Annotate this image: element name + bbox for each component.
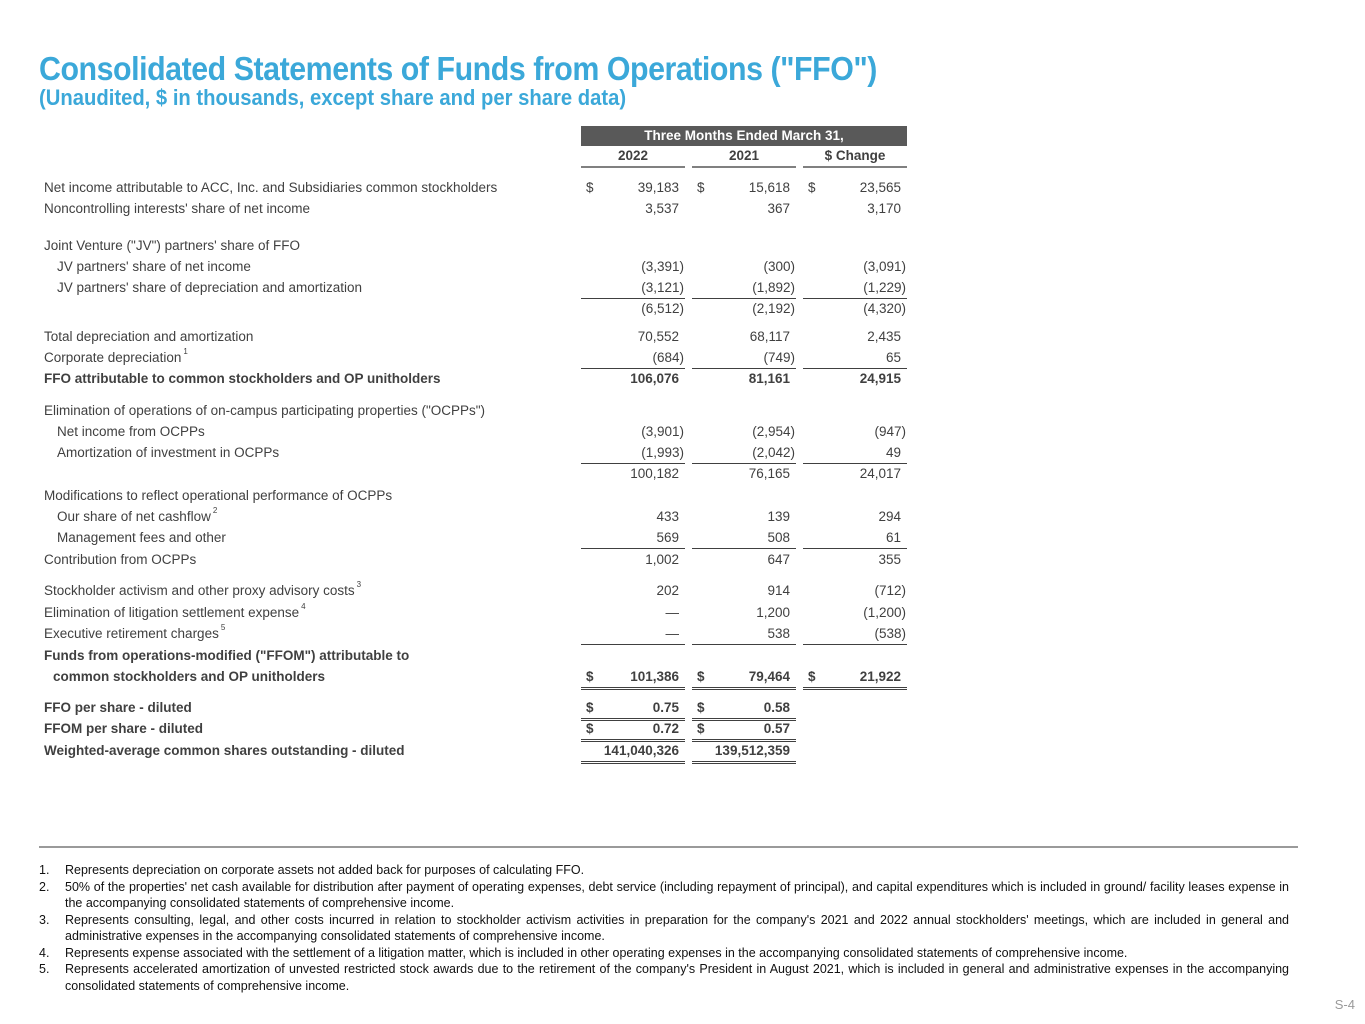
table-row — [0, 277, 1365, 298]
footnote-ref: 5 — [220, 623, 226, 632]
cell-change: 294 — [878, 509, 901, 524]
table-row — [0, 623, 1365, 644]
cell-2022: (3,121) — [641, 280, 684, 295]
page-number: S-4 — [1334, 997, 1355, 1012]
table-row — [0, 718, 1365, 739]
row-label: FFO attributable to common stockholders and OP unitholders — [44, 371, 441, 386]
cell-2021: (2,192) — [752, 301, 795, 316]
row-label: Corporate depreciation $^1$ — [44, 347, 188, 365]
footnote-item: 3. Represents consulting, legal, and other costs incurred in relation to stockholder activism activities in preparation for the company's 2021 and 2022 annual stockholders' meetings, which are included in general and administrative expenses in the accompanying consolidated statements of comprehensive income. — [39, 912, 1289, 943]
column-header-2022: 2022 — [581, 146, 685, 168]
cell-2022: (3,901) — [641, 424, 684, 439]
cell-2022: 100,182 — [630, 466, 679, 481]
footnote-item: 1. Represents depreciation on corporate assets not added back for purposes of calculating FFO. — [39, 863, 585, 877]
cell-2022: (1,993) — [641, 445, 684, 460]
cell-2021: 15,618 — [748, 180, 790, 195]
table-row — [0, 666, 1365, 687]
cell-2022: (684) — [652, 350, 684, 365]
row-label: Management fees and other — [57, 530, 226, 545]
cell-2021: 76,165 — [748, 466, 790, 481]
table-row — [0, 442, 1365, 463]
cell-change: 355 — [878, 552, 901, 567]
row-label: Stockholder activism and other proxy advisory costs $^3$ — [44, 580, 362, 598]
cell-change: (1,200) — [863, 605, 906, 620]
cell-change: 24,017 — [859, 466, 901, 481]
footnote-item: 4. Represents expense associated with the settlement of a litigation matter, which is included in other operating expenses in the accompanying consolidated statements of comprehensive income. — [39, 945, 1128, 960]
dollar-sign: $ — [697, 700, 705, 715]
table-row — [0, 368, 1365, 389]
row-label: Weighted-average common shares outstanding - diluted — [44, 743, 405, 758]
cell-change: (538) — [874, 626, 906, 641]
dollar-sign: $ — [697, 721, 705, 736]
row-label: Contribution from OCPPs — [44, 552, 197, 567]
dollar-sign: $ — [697, 669, 705, 684]
cell-2021: (2,954) — [752, 424, 795, 439]
row-label: Noncontrolling interests' share of net income — [44, 201, 310, 216]
table-row — [0, 400, 1365, 421]
table-row — [0, 235, 1365, 256]
row-label: Executive retirement charges $^5$ — [44, 623, 226, 641]
cell-change: 21,922 — [859, 669, 901, 684]
row-label: JV partners' share of net income — [57, 259, 251, 274]
table-row — [0, 198, 1365, 219]
cell-2021: 1,200 — [756, 605, 790, 620]
cell-2022: 433 — [656, 509, 679, 524]
footnote-divider — [39, 846, 1298, 848]
cell-change: 2,435 — [867, 329, 901, 344]
table-row — [0, 506, 1365, 527]
cell-2022: 3,537 — [645, 201, 679, 216]
row-label: FFO per share - diluted — [44, 700, 192, 715]
cell-change: 49 — [885, 445, 901, 460]
row-label: common stockholders and OP unitholders — [53, 669, 326, 684]
cell-2021: 139,512,359 — [714, 743, 790, 758]
table-row — [0, 463, 1365, 484]
dollar-sign: $ — [586, 700, 594, 715]
cell-change: 65 — [885, 350, 901, 365]
cell-2022: 141,040,326 — [603, 743, 679, 758]
table-row — [0, 580, 1365, 601]
cell-2022: 39,183 — [637, 180, 679, 195]
footnote-item: 2. 50% of the properties' net cash available for distribution after payment of operating expenses, debt service (including repayment of principal), and capital expenditures which is included in ground/ facility leases expense in the accompanying consolidated statements of comprehensive income. — [39, 879, 1289, 910]
column-header-2021: 2021 — [692, 146, 796, 168]
cell-change: (4,320) — [863, 301, 906, 316]
cell-2021: 139 — [767, 509, 790, 524]
cell-2021: (749) — [763, 350, 795, 365]
table-row — [0, 256, 1365, 277]
footnote-item: 5. Represents accelerated amortization of unvested restricted stock awards due to the retirement of the company's President in August 2021, which is included in general and administrative expenses in the accompanying consolidated statements of comprehensive income. — [39, 962, 1289, 993]
section-label: Joint Venture ("JV") partners' share of FFO — [44, 238, 301, 253]
table-row — [0, 485, 1365, 506]
period-header: Three Months Ended March 31, — [581, 126, 907, 146]
table-row — [0, 326, 1365, 347]
dollar-sign: $ — [808, 669, 816, 684]
cell-change: (712) — [874, 583, 906, 598]
table-row — [0, 527, 1365, 548]
table-row — [0, 177, 1365, 198]
cell-2022: (3,391) — [641, 259, 684, 274]
cell-change: 61 — [885, 530, 901, 545]
dollar-sign: $ — [697, 180, 705, 195]
footnote-ref: 1 — [183, 347, 188, 356]
row-label: Elimination of litigation settlement expense $^4$ — [44, 602, 306, 620]
cell-2022: 101,386 — [630, 669, 679, 684]
cell-2022: — — [665, 605, 679, 620]
cell-2021: (300) — [763, 259, 795, 274]
cell-2021: 81,161 — [748, 371, 790, 386]
cell-2021: 508 — [767, 530, 790, 545]
cell-2021: 538 — [767, 626, 790, 641]
row-label: FFOM per share - diluted — [44, 721, 204, 736]
cell-change: 3,170 — [867, 201, 901, 216]
row-label: JV partners' share of depreciation and amortization — [57, 280, 362, 295]
cell-change: (947) — [874, 424, 906, 439]
table-row — [0, 697, 1365, 718]
table-row — [0, 645, 1365, 666]
cell-2021: 0.58 — [763, 700, 790, 715]
column-header-change: $ Change — [803, 146, 907, 168]
cell-2022: 106,076 — [630, 371, 679, 386]
cell-2022: 569 — [656, 530, 679, 545]
dollar-sign: $ — [586, 669, 594, 684]
cell-2021: 647 — [767, 552, 790, 567]
table-row — [0, 421, 1365, 442]
row-label: Amortization of investment in OCPPs — [57, 445, 280, 460]
cell-2021: 79,464 — [748, 669, 790, 684]
cell-change: (3,091) — [863, 259, 906, 274]
table-row — [0, 347, 1365, 368]
cell-2022: 0.75 — [652, 700, 679, 715]
cell-2021: 68,117 — [749, 329, 790, 344]
table-row — [0, 549, 1365, 570]
cell-2021: 0.57 — [763, 721, 790, 736]
section-label: Elimination of operations of on-campus participating properties ("OCPPs") — [44, 403, 486, 418]
cell-2022: 0.72 — [652, 721, 679, 736]
dollar-sign: $ — [808, 180, 816, 195]
row-label: Net income attributable to ACC, Inc. and Subsidiaries common stockholders — [44, 180, 498, 195]
page-title: Consolidated Statements of Funds from Operations ("FFO") — [39, 50, 877, 87]
row-label: Total depreciation and amortization — [44, 329, 254, 344]
dollar-sign: $ — [586, 180, 594, 195]
page-subtitle: (Unaudited, $ in thousands, except share and per share data) — [39, 85, 627, 110]
table-row — [0, 298, 1365, 319]
footnotes — [39, 862, 1289, 994]
table-row — [0, 602, 1365, 623]
cell-2021: 914 — [767, 583, 790, 598]
cell-2022: 202 — [656, 583, 679, 598]
row-label: Net income from OCPPs — [57, 424, 205, 439]
cell-2021: 367 — [767, 201, 790, 216]
cell-2022: — — [665, 626, 679, 641]
section-label: Modifications to reflect operational performance of OCPPs — [44, 488, 393, 503]
cell-2021: (1,892) — [752, 280, 795, 295]
table-row — [0, 740, 1365, 761]
row-label: Our share of net cashflow $^2$ — [57, 506, 218, 524]
footnote-ref: 4 — [301, 602, 306, 611]
cell-change: 24,915 — [859, 371, 901, 386]
cell-2022: (6,512) — [641, 301, 684, 316]
row-label: Funds from operations-modified ("FFOM") attributable to — [44, 648, 410, 663]
cell-2022: 70,552 — [637, 329, 679, 344]
cell-change: (1,229) — [863, 280, 906, 295]
cell-change: 23,565 — [859, 180, 901, 195]
footnote-ref: 2 — [212, 506, 218, 515]
dollar-sign: $ — [586, 721, 594, 736]
cell-2021: (2,042) — [752, 445, 795, 460]
cell-2022: 1,002 — [645, 552, 679, 567]
footnote-ref: 3 — [356, 580, 362, 589]
